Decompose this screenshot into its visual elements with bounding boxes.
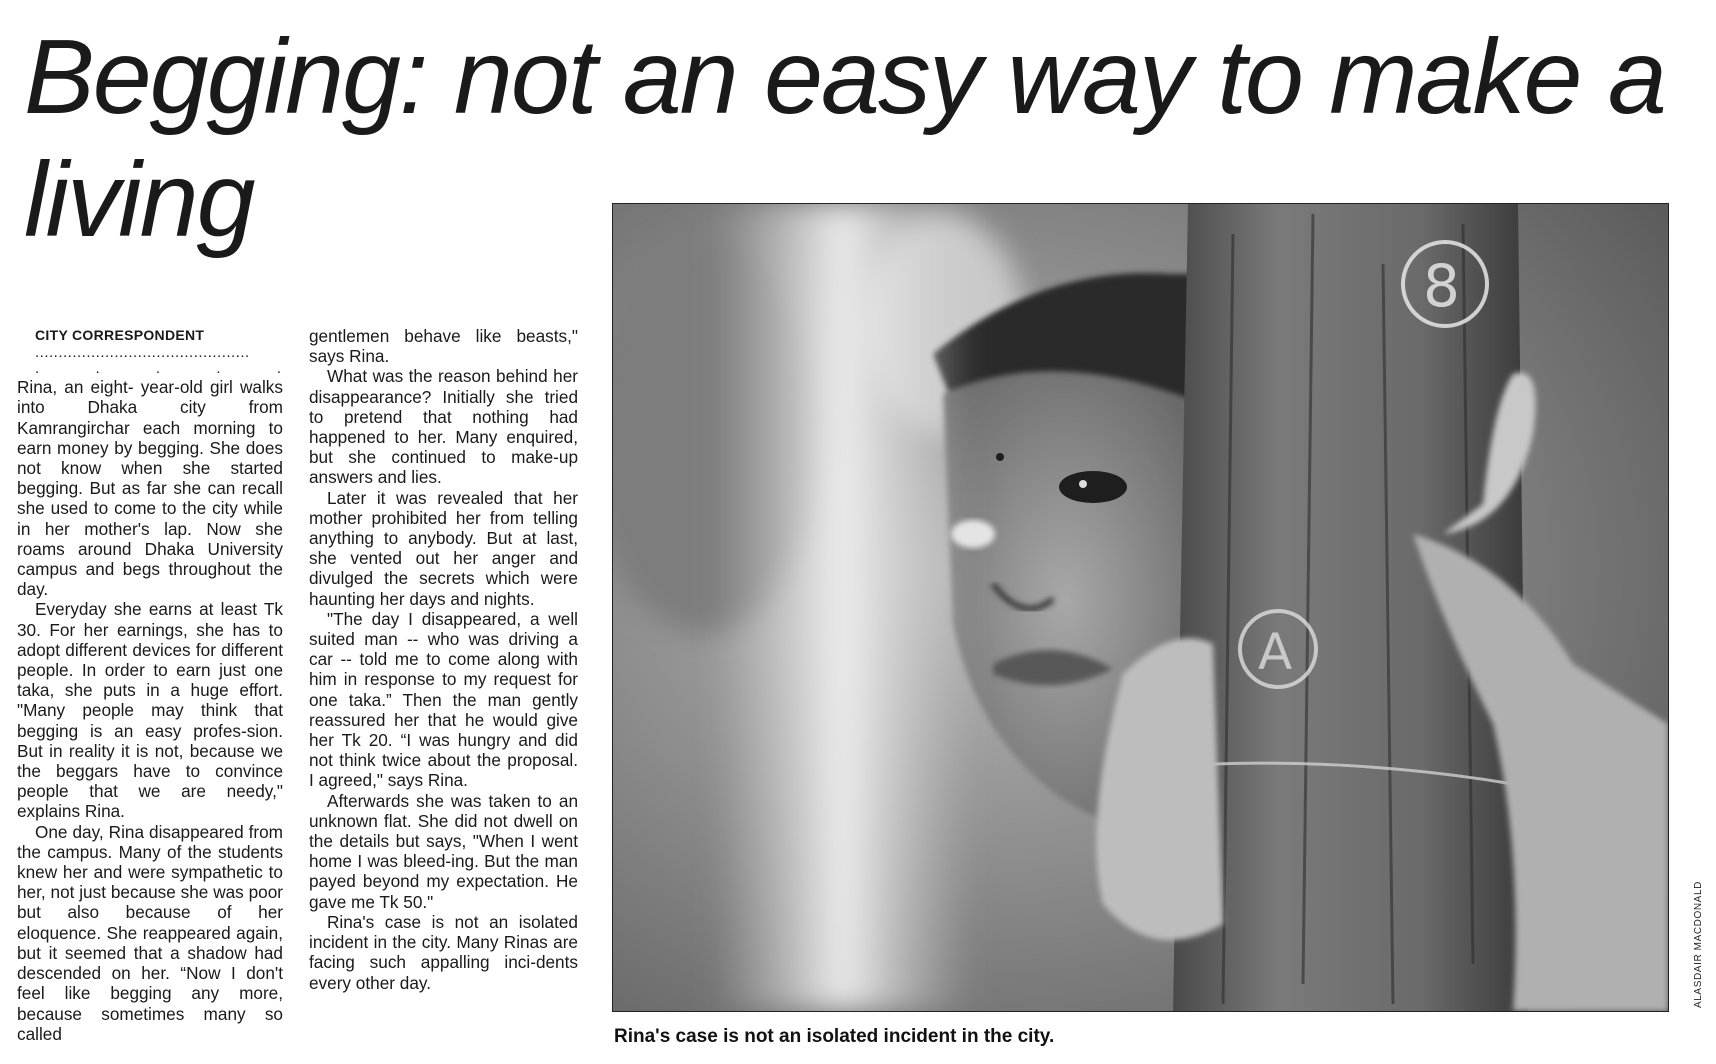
photo-illustration xyxy=(613,204,1668,1011)
paragraph: Rina, an eight- year-old girl walks into Dhaka city from Kamrangirchar each morning to earn money by begging. She does not know when she started begging. But as far she can recall she used to come to the city while in her mother's lap. Now she roams around Dhaka University campus and begs throughout the day. xyxy=(17,377,283,600)
paragraph: Afterwards she was taken to an unknown flat. She did not dwell on the details but says, "When I went home I was bleed-ing. But the man payed beyond my expectation. He gave me Tk 50." xyxy=(309,790,578,912)
paragraph: Rina's case is not an isolated incident in the city. Many Rinas are facing such appalling inci-dents every other day. xyxy=(309,911,578,993)
chalk-mark: 8 xyxy=(1423,252,1460,320)
article-column-1 xyxy=(17,325,283,1044)
paragraph: What was the reason behind her disappearance? Initially she tried to pretend that nothing had happened to her. Many enquired, but she continued to make-up answers and lies. xyxy=(309,366,578,488)
article-photo xyxy=(612,203,1669,1012)
dot: . xyxy=(276,360,281,378)
paragraph: Later it was revealed that her mother prohibited her from telling anything to anybody. But at last, she vented out her anger and divulged the secrets which were haunting her days and nights. xyxy=(309,487,578,609)
dot: . xyxy=(216,360,221,378)
paragraph: gentlemen behave like beasts," says Rina. xyxy=(309,326,578,367)
dot: . xyxy=(95,360,100,378)
paragraph: "The day I disappeared, a well suited man -- who was driving a car -- told me to come along with him in response to my request for one taka.” Then the man gently reassured her that he would give her Tk 20. “I was hungry and did not think twice about the proposal. I agreed," says Rina. xyxy=(309,608,578,791)
chalk-mark: A xyxy=(1258,623,1293,681)
byline-dot-row xyxy=(17,361,283,377)
article-column-2 xyxy=(309,326,578,993)
headline: Begging: not an easy way to make a living xyxy=(24,18,1665,259)
paragraph: One day, Rina disappeared from the campus. Many of the students knew her and were sympathetic to her, not just because she was poor but also because of her eloquence. She reappeared again, but it seemed that a shadow had descended on her. “Now I don't feel like begging any more, because sometimes many so called xyxy=(17,821,283,1044)
photo-caption: Rina's case is not an isolated incident in the city. xyxy=(614,1026,1055,1047)
paragraph: Everyday she earns at least Tk 30. For her earnings, she has to adopt different devices for different people. In order to earn just one taka, she puts in a huge effort. "Many people may think that begging is an easy profes-sion. But in reality it is not, because we the beggars have to convince people that we are needy," explains Rina. xyxy=(17,599,283,822)
dot: . xyxy=(155,360,161,378)
byline-rule: .............................................. xyxy=(35,345,250,362)
photo-credit: ALASDAIR MACDONALD xyxy=(1693,881,1704,1008)
byline: CITY CORRESPONDENT xyxy=(35,327,205,343)
dot: . xyxy=(35,360,40,378)
